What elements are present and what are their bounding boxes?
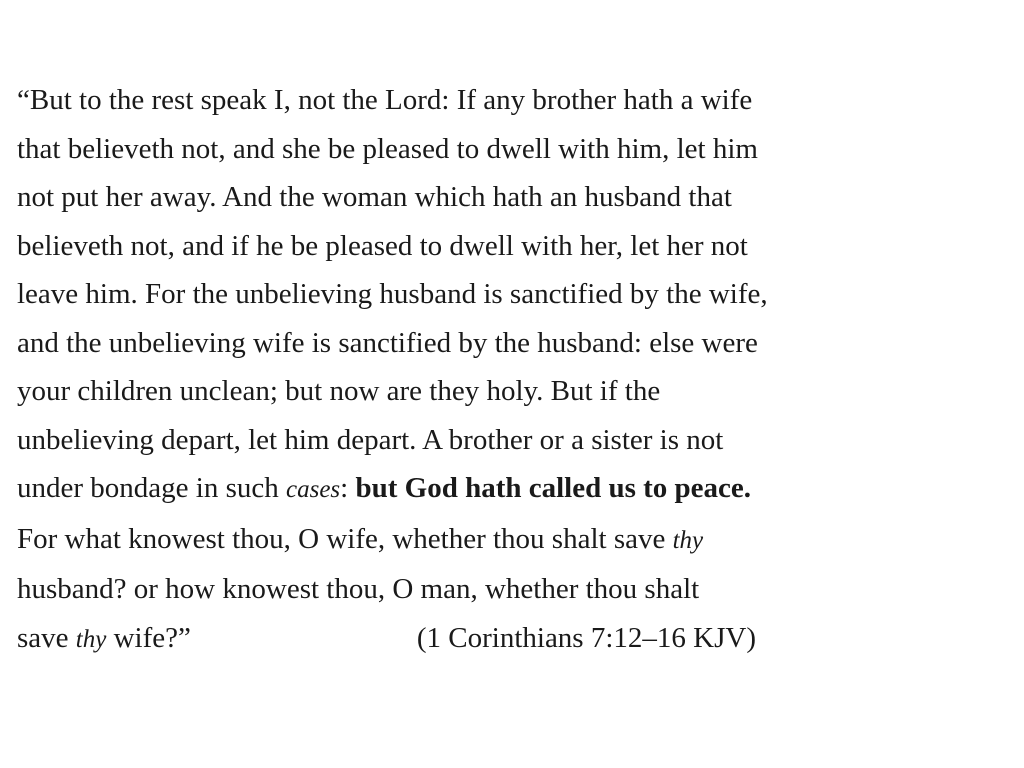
passage-line-11: husband? or how knowest thou, O man, whether thou shalt: [17, 573, 700, 605]
passage-line-4: believeth not, and if he be pleased to dwell with her, let her not: [17, 229, 748, 262]
scripture-passage: [17, 76, 1017, 664]
italic-word-thy: thy: [672, 526, 704, 554]
line-12-text: save: [17, 621, 76, 654]
passage-line-9: [17, 464, 1017, 515]
italic-word-cases: cases: [286, 476, 341, 503]
passage-line-6: and the unbelieving wife is sanctified by the husband: else were: [17, 326, 758, 359]
passage-line-12: [17, 614, 1017, 665]
line-9-text: under bondage in such: [17, 472, 286, 504]
scripture-reference: (1 Corinthians 7:12–16 KJV): [416, 621, 756, 654]
passage-line-1: “But to the rest speak I, not the Lord: If any brother hath a wife: [17, 84, 753, 116]
passage-line-10: [17, 515, 1017, 566]
passage-line-2: that believeth not, and she be pleased to dwell with him, let him: [17, 132, 758, 165]
passage-line-5: leave him. For the unbelieving husband is sanctified by the wife,: [17, 278, 768, 310]
passage-line-8: unbelieving depart, let him depart. A brother or a sister is not: [17, 423, 724, 456]
line-12-end: wife?”: [106, 621, 191, 654]
bold-emphasis: but God hath called us to peace.: [355, 472, 752, 504]
passage-line-3: not put her away. And the woman which hath an husband that: [17, 181, 732, 213]
colon-separator: :: [340, 472, 356, 504]
line-10-text: For what knowest thou, O wife, whether thou shalt save: [17, 522, 673, 555]
passage-line-7: your children unclean; but now are they holy. But if the: [17, 375, 661, 407]
italic-word-thy-2: thy: [75, 625, 107, 653]
